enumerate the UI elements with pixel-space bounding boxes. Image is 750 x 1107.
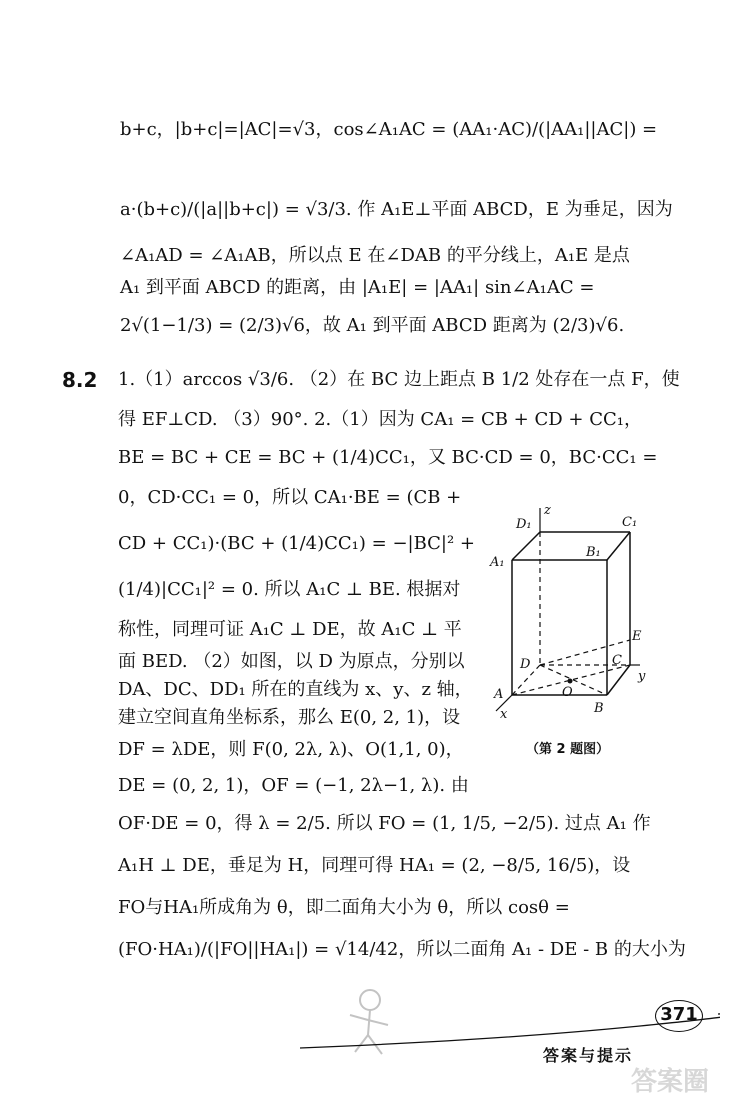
section-number: 8.2 <box>62 368 98 392</box>
label-y: y <box>638 669 646 684</box>
page-number: 371 <box>660 1004 698 1025</box>
text-line: A₁H ⊥ DE，垂足为 H，同理可得 HA₁ = (2, −8/5, 16/5)，设 <box>118 855 631 876</box>
prism-figure <box>482 500 662 730</box>
watermark: 答案圈 <box>630 1067 709 1097</box>
label-a1: A₁ <box>490 555 505 570</box>
text-line: (FO·HA₁)/(|FO||HA₁|) = √14/42，所以二面角 A₁ - DE - B 的大小为 <box>118 939 686 960</box>
footer-hint: 答案与提示 <box>543 1046 634 1065</box>
label-a: A <box>494 687 504 702</box>
text-line: FO与HA₁所成角为 θ，即二面角大小为 θ，所以 cosθ = <box>118 897 570 918</box>
label-b: B <box>594 701 604 716</box>
text-line: 1.（1）arccos √3/6. （2）在 BC 边上距点 B 1/2 处存在一点 F，使 <box>118 369 680 390</box>
label-d1: D₁ <box>516 517 532 532</box>
point-o <box>568 679 573 684</box>
label-b1: B₁ <box>586 545 601 560</box>
text-line: DE = (0, 2, 1)，OF = (−1, 2λ−1, λ). 由 <box>118 775 469 796</box>
text-line: BE = BC + CE = BC + (1/4)CC₁，又 BC·CD = 0，BC·CC₁ = <box>118 447 658 468</box>
text-line: 面 BED. （2）如图，以 D 为原点，分别以 <box>118 651 465 672</box>
text-line: 称性，同理可证 A₁C ⊥ DE，故 A₁C ⊥ 平 <box>118 619 462 640</box>
label-e: E <box>632 629 642 644</box>
text-line: 2√(1−1/3) = (2/3)√6，故 A₁ 到平面 ABCD 距离为 (2/3)√6. <box>120 315 625 336</box>
label-x: x <box>500 707 508 722</box>
label-o: O <box>562 685 573 700</box>
label-c: C <box>612 653 622 668</box>
text-line: b+c，|b+c|=|AC|=√3，cos∠A₁AC = (AA₁·AC)/(|AA₁||AC|) = <box>120 119 658 140</box>
label-c1: C₁ <box>622 515 638 530</box>
text-line: 得 EF⊥CD. （3）90°. 2.（1）因为 CA₁ = CB + CD + CC₁， <box>118 409 642 430</box>
text-line: a·(b+c)/(|a||b+c|) = √3/3. 作 A₁E⊥平面 ABCD，E 为垂足，因为 <box>120 199 673 220</box>
text-line: CD + CC₁)·(BC + (1/4)CC₁) = −|BC|² + <box>118 533 476 554</box>
text-line: DA、DC、DD₁ 所在的直线为 x、y、z 轴， <box>118 679 473 700</box>
text-line: (1/4)|CC₁|² = 0. 所以 A₁C ⊥ BE. 根据对 <box>118 579 461 600</box>
prism-diagram <box>482 500 662 730</box>
text-line: 建立空间直角坐标系，那么 E(0, 2, 1)，设 <box>118 707 461 728</box>
label-z: z <box>544 503 551 518</box>
label-d: D <box>520 657 531 672</box>
text-line: ∠A₁AD = ∠A₁AB，所以点 E 在∠DAB 的平分线上，A₁E 是点 <box>120 245 630 266</box>
text-line: 0，CD·CC₁ = 0，所以 CA₁·BE = (CB + <box>118 487 462 508</box>
text-line: OF·DE = 0，得 λ = 2/5. 所以 FO = (1, 1/5, −2/5). 过点 A₁ 作 <box>118 813 651 834</box>
text-line: DF = λDE，则 F(0, 2λ, λ)、O(1,1, 0)， <box>118 739 464 760</box>
figure-caption: （第 2 题图） <box>526 742 610 757</box>
text-line: A₁ 到平面 ABCD 的距离，由 |A₁E| = |AA₁| sin∠A₁AC = <box>120 277 595 298</box>
